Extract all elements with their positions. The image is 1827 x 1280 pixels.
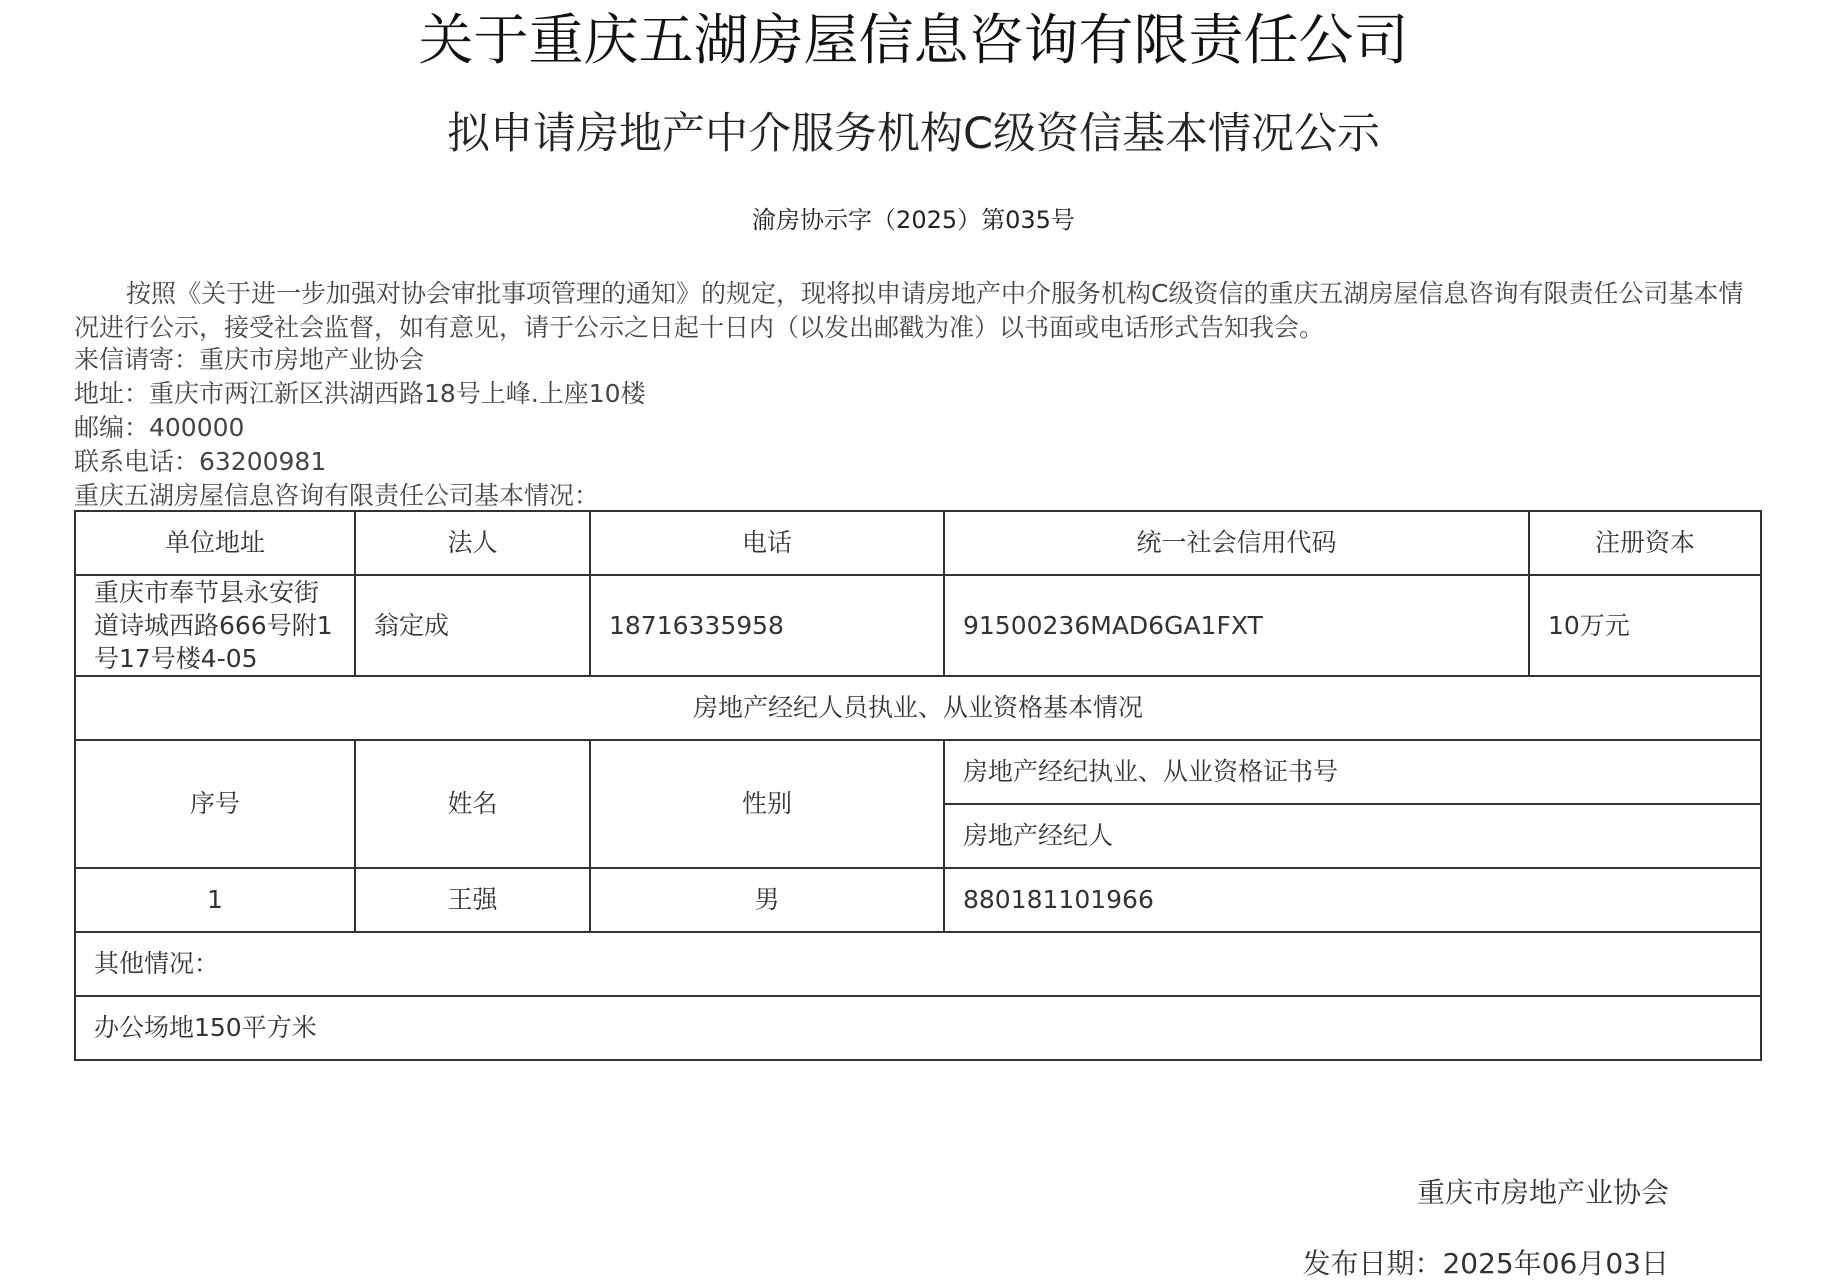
cell-phone: 18716335958: [590, 575, 944, 676]
other-label-row: [75, 932, 1761, 996]
issuing-organization: 重庆市房地产业协会: [1416, 1176, 1669, 1209]
intro-paragraph: 按照《关于进一步加强对协会审批事项管理的通知》的规定，现将拟申请房地产中介服务机构C级资信的重庆五湖房屋信息咨询有限责任公司基本情况进行公示，接受社会监督，如有意见，请于公示之日起十日内（以发出邮戳为准）以书面或电话形式告知我会。: [74, 279, 1744, 342]
header-gender: 性别: [590, 740, 944, 868]
header-cert-type: 房地产经纪人: [944, 804, 1761, 868]
other-label: 其他情况：: [75, 932, 1761, 996]
other-content: 办公场地150平方米: [75, 996, 1761, 1060]
cell-cert-number: 880181101966: [944, 868, 1761, 932]
page-subtitle: 拟申请房地产中介服务机构C级资信基本情况公示: [446, 109, 1381, 159]
header-capital: 注册资本: [1529, 511, 1761, 575]
cell-address: 重庆市奉节县永安街道诗城西路666号附1号17号楼4-05: [75, 575, 355, 676]
page-title: 关于重庆五湖房屋信息咨询有限责任公司: [418, 8, 1409, 72]
basic-info-heading: 重庆五湖房屋信息咨询有限责任公司基本情况：: [74, 481, 600, 510]
header-index: 序号: [75, 740, 355, 868]
company-data-row: [75, 575, 1761, 676]
table-row: [75, 868, 1761, 932]
cell-gender: 男: [590, 868, 944, 932]
agent-header-row: [75, 740, 1761, 804]
header-phone: 电话: [590, 511, 944, 575]
cell-credit-code: 91500236MAD6GA1FXT: [944, 575, 1529, 676]
agent-section-row: [75, 676, 1761, 740]
company-info-table: [74, 510, 1762, 1061]
publish-date: 发布日期：2025年06月03日: [1302, 1247, 1669, 1280]
cell-name: 王强: [355, 868, 590, 932]
header-address: 单位地址: [75, 511, 355, 575]
cell-index: 1: [75, 868, 355, 932]
header-cert-number: 房地产经纪执业、从业资格证书号: [944, 740, 1761, 804]
cell-capital: 10万元: [1529, 575, 1761, 676]
mail-to-line: 来信请寄：重庆市房地产业协会: [74, 345, 425, 374]
header-legal-person: 法人: [355, 511, 590, 575]
company-header-row: [75, 511, 1761, 575]
agent-section-title: 房地产经纪人员执业、从业资格基本情况: [75, 676, 1761, 740]
header-name: 姓名: [355, 740, 590, 868]
other-content-row: [75, 996, 1761, 1060]
document-number: 渝房协示字（2025）第035号: [752, 206, 1075, 234]
phone-line: 联系电话：63200981: [74, 447, 327, 476]
address-line: 地址：重庆市两江新区洪湖西路18号上峰.上座10楼: [74, 379, 646, 408]
header-credit-code: 统一社会信用代码: [944, 511, 1529, 575]
zip-line: 邮编：400000: [74, 413, 245, 442]
cell-legal-person: 翁定成: [355, 575, 590, 676]
